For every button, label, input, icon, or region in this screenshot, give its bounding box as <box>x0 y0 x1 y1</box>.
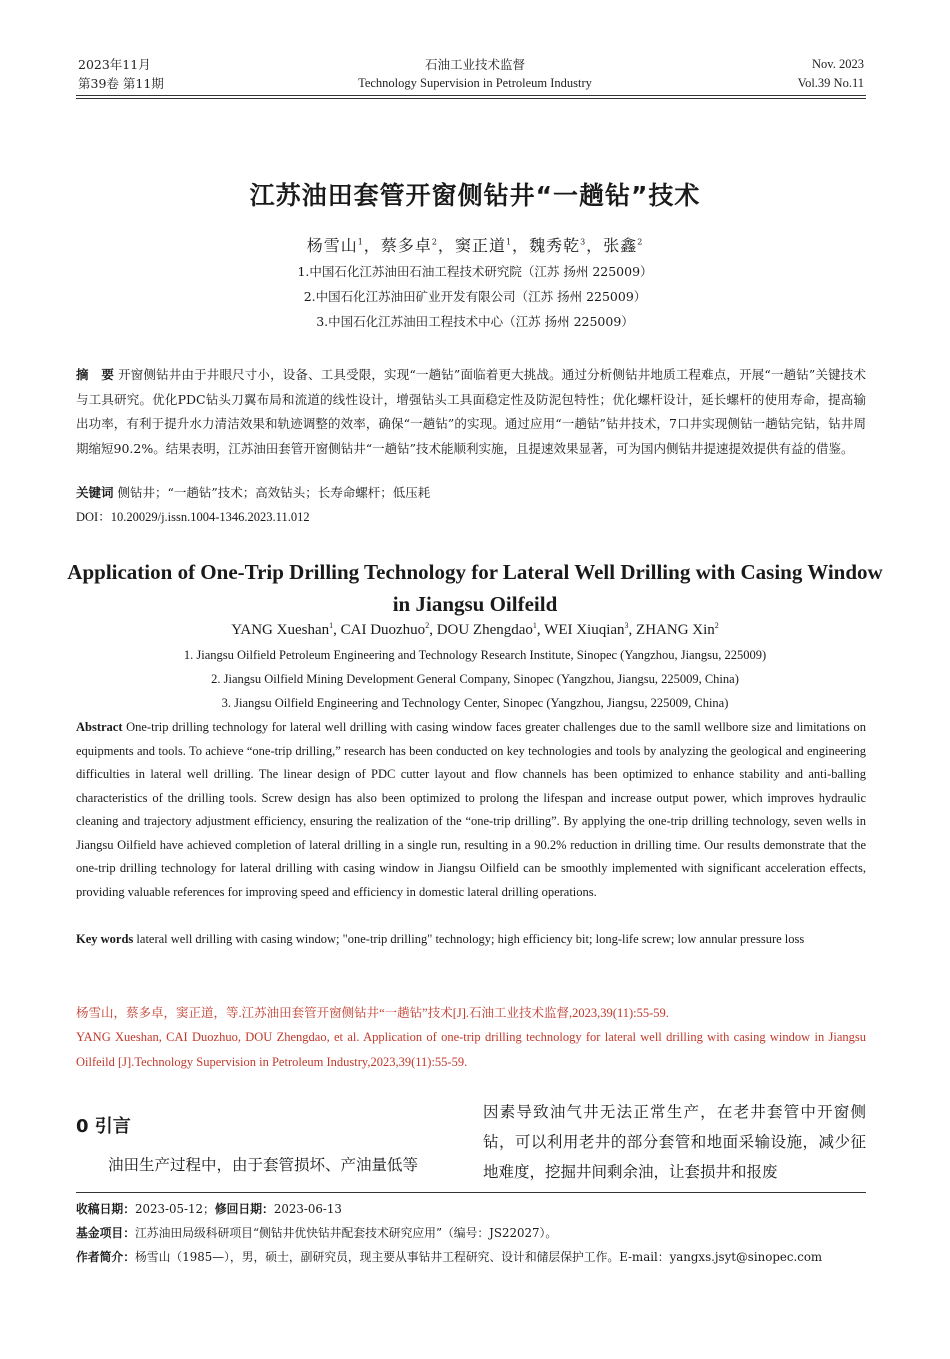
keywords-en <box>76 928 866 952</box>
footnote-author <box>76 1246 876 1268</box>
author-en: WEI Xiuqian <box>544 622 625 638</box>
section-title: 0 引言 <box>76 1116 131 1137</box>
citation-cn: 杨雪山，蔡多卓，窦正道，等.江苏油田套管开窗侧钻井“一趟钻”技术[J].石油工业技术监督,2023,39(11):55-59. <box>76 1006 669 1020</box>
header-rule <box>76 95 866 96</box>
header-date-cn: 2023年11月 <box>78 57 151 72</box>
header-rule-thin <box>76 98 866 99</box>
header-date-en: Nov. 2023 <box>812 57 864 71</box>
paper-title-en: Application of One-Trip Drilling Technology for Lateral Well Drilling with Casing Window in Jiangsu Oilfeild <box>67 560 883 616</box>
author-en: DOU Zhengdao <box>436 622 533 638</box>
author-cn: 窦正道 <box>454 236 506 255</box>
revised-label: 修回日期： <box>214 1202 274 1216</box>
author-list-en: YANG Xueshan$^1$, CAI Duozhuo$^2$, DOU Zhengdao$^1$, WEI Xiuqian$^3$, ZHANG Xin$^2$ <box>231 621 719 638</box>
author-bio-text: 杨雪山（1985—），男，硕士，副研究员，现主要从事钻井工程研究、设计和储层保护工作。E-mail：yangxs.jsyt@sinopec.com <box>135 1250 823 1264</box>
header-volume-cn: 第39卷 第11期 <box>78 76 164 91</box>
doi: DOI：10.20029/j.issn.1004-1346.2023.11.012 <box>76 510 310 524</box>
author-en: CAI Duozhuo <box>340 622 426 638</box>
received-label: 收稿日期： <box>76 1202 135 1216</box>
author-cn: 魏秀乾 <box>529 236 581 255</box>
author-en: ZHANG Xin <box>636 622 715 638</box>
fund-text: 江苏油田局级科研项目“侧钻井优快钻井配套技术研究应用”（编号：JS22027）。 <box>135 1226 558 1240</box>
header-journal-en: Technology Supervision in Petroleum Industry <box>358 76 592 90</box>
citation-en: YANG Xueshan, CAI Duozhuo, DOU Zhengdao, et al. Application of one-trip drilling technology for lateral well drilling with casing window in Jiangsu Oilfeild [J].Technology Supervision in Petroleum Industry,2023,39(11):55-59. <box>76 1030 866 1069</box>
affiliation-en-3: 3. Jiangsu Oilfield Engineering and Technology Center, Sinopec (Yangzhou, Jiangsu, 225009, China) <box>221 696 729 710</box>
header-issue-en <box>798 55 864 93</box>
abstract-label-cn: 摘 要 <box>76 367 114 382</box>
keywords-cn <box>76 481 866 506</box>
revised-date: 2023-06-13 <box>273 1202 342 1216</box>
affiliation-cn-3: 3.中国石化江苏油田工程技术中心（江苏 扬州 225009） <box>316 314 634 329</box>
author-en: YANG Xueshan <box>231 622 330 638</box>
author-cn: 杨雪山 <box>306 236 358 255</box>
author-list-cn: 杨雪山$^1$，蔡多卓$^2$，窦正道$^1$，魏秀乾$^3$，张鑫$^2$ <box>306 236 644 255</box>
affiliation-en-1: 1. Jiangsu Oilfield Petroleum Engineering and Technology Research Institute, Sinopec (Yangzhou, Jiangsu, 225009) <box>183 648 767 662</box>
header-journal-cn: 石油工业技术监督 <box>424 57 525 72</box>
fund-label: 基金项目： <box>76 1226 135 1240</box>
received-date: 2023-05-12； <box>135 1202 215 1216</box>
abstract-cn <box>76 363 866 461</box>
keywords-label-cn: 关键词 <box>76 485 114 500</box>
footnote-dates <box>76 1198 876 1220</box>
header-volume-en: Vol.39 No.11 <box>797 76 864 90</box>
affiliation-cn-1: 1.中国石化江苏油田石油工程技术研究院（江苏 扬州 225009） <box>297 264 653 279</box>
body-text-right: 因素导致油气井无法正常生产，在老井套管中开窗侧钻，可以利用老井的部分套管和地面采输设施，减少征地难度，挖掘井间剩余油，让套损井和报废 <box>483 1103 866 1181</box>
author-cn: 蔡多卓 <box>380 236 432 255</box>
abstract-en <box>76 716 866 904</box>
abstract-label-en: Abstract <box>76 720 123 734</box>
body-text-left: 油田生产过程中，由于套管损坏、产油量低等 <box>108 1156 419 1174</box>
abstract-text-en: One-trip drilling technology for lateral well drilling with casing window faces greater challenges due to the samll wellbore size and limitations on equipments and tools. To achieve “one-trip drilling,” research has been conducted on key technologies and tools by analyzing the geological and engineering difficulties in lateral well drilling. The linear design of PDC cutter layout and flow channels has been optimized to enhance stability and anti-balling characteristics of the drilling tools. Screw design has also been optimized to prolong the lifespan and increase output power, which improves hydraulic cleaning and trajectory adjustment efficiency, ensuring the realization of the “one-trip drilling”. By applying the one-trip drilling technology, seven wells in Jiangsu Oilfield have achieved completion of lateral drilling in a single run, resulting in a 90.2% reduction in drilling time. Our results demonstrate that the one-trip drilling technology for lateral drilling with casing window in Jiangsu Oilfield can be smoothly implemented with significant acceleration effects, providing valuable references for improving speed and efficiency in domestic lateral drilling operations. <box>76 720 867 899</box>
keywords-label-en: Key words <box>76 932 134 946</box>
author-bio-label: 作者简介： <box>76 1250 135 1264</box>
affiliation-en-2: 2. Jiangsu Oilfield Mining Development General Company, Sinopec (Yangzhou, Jiangsu, 225009, China) <box>211 672 739 686</box>
footnote-rule <box>76 1192 866 1193</box>
affiliation-cn-2: 2.中国石化江苏油田矿业开发有限公司（江苏 扬州 225009） <box>303 289 647 304</box>
keywords-text-en: lateral well drilling with casing window; "one-trip drilling" technology; high efficiency bit; long-life screw; low annular pressure loss <box>136 932 805 946</box>
keywords-text-cn: 侧钻井；“一趟钻”技术；高效钻头；长寿命螺杆；低压耗 <box>117 485 431 500</box>
author-cn: 张鑫 <box>603 236 638 255</box>
paper-title-cn: 江苏油田套管开窗侧钻井“一趟钻”技术 <box>249 181 701 210</box>
footnote-fund <box>76 1222 876 1244</box>
abstract-text-cn: 开窗侧钻井由于井眼尺寸小，设备、工具受限，实现“一趟钻”面临着更大挑战。通过分析侧钻井地质工程难点，开展“一趟钻”关键技术与工具研究。优化PDC钻头刀翼布局和流道的线性设计，增强钻头工具面稳定性及防泥包特性；优化螺杆设计，延长螺杆的使用寿命，提高输出功率，有利于提升水力清洁效果和轨迹调整的效率，确保“一趟钻”的实现。通过应用“一趟钻”钻井技术，7口井实现侧钻一趟钻完钻，钻井周期缩短90.2%。结果表明，江苏油田套管开窗侧钻井“一趟钻”技术能顺利实施，且提速效果显著，可为国内侧钻井提速提效提供有益的借鉴。 <box>76 367 866 456</box>
